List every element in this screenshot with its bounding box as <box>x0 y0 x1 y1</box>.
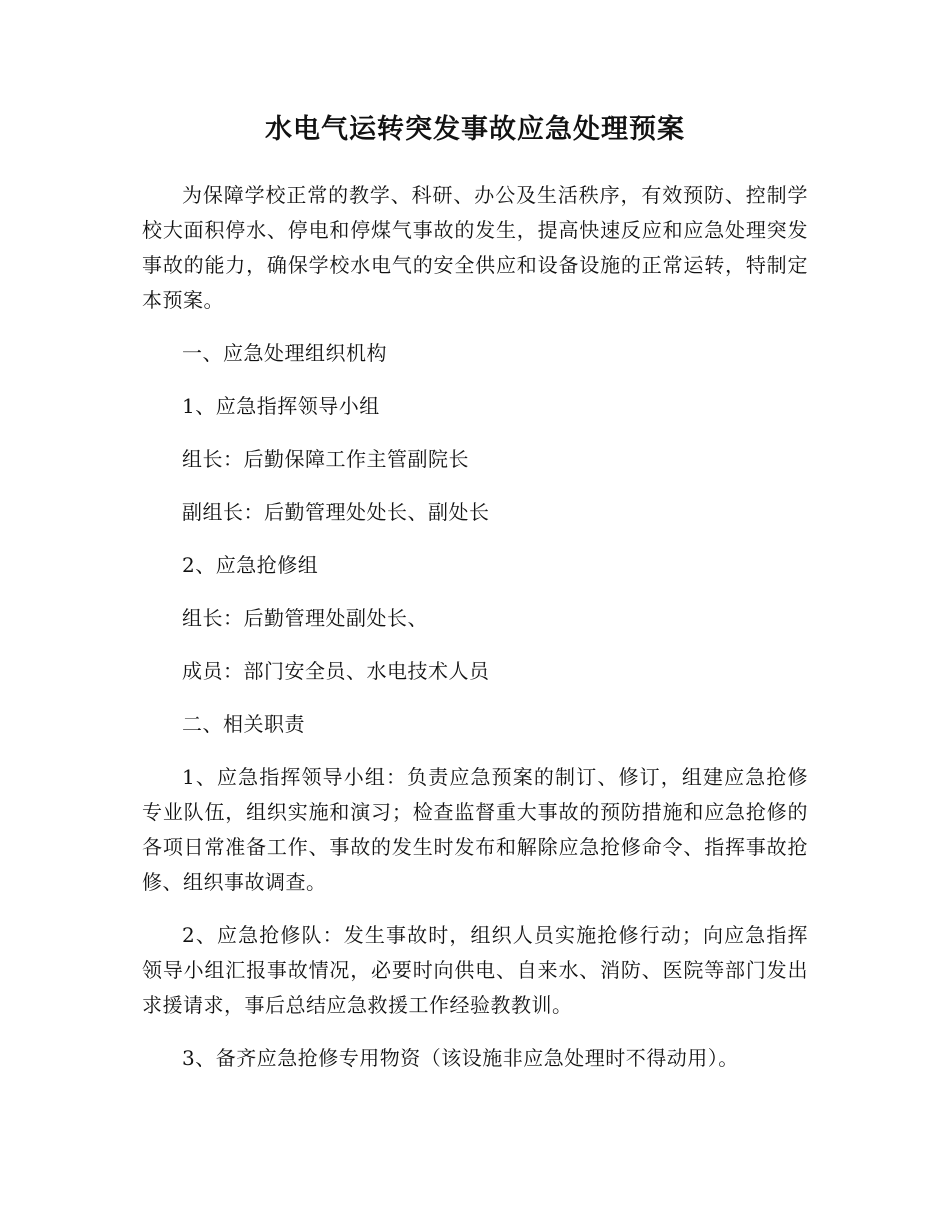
document-title: 水电气运转突发事故应急处理预案 <box>265 114 685 145</box>
duty-repair-team: 2、应急抢修队：发生事故时，组织人员实施抢修行动；向应急指挥领导小组汇报事故情况，必要时向供电、自来水、消防、医院等部门发出求援请求，事后总结应急救援工作经验教教训。 <box>142 923 808 1017</box>
intro-paragraph: 为保障学校正常的教学、科研、办公及生活秩序，有效预防、控制学校大面积停水、停电和停煤气事故的发生，提高快速反应和应急处理突发事故的能力，确保学校水电气的安全供应和设备设施的正常运转，特制定本预案。 <box>142 183 808 312</box>
section-heading-organization: 一、应急处理组织机构 <box>182 341 387 365</box>
command-group-leader: 组长：后勤保障工作主管副院长 <box>182 447 469 471</box>
duty-supplies: 3、备齐应急抢修专用物资（该设施非应急处理时不得动用）。 <box>182 1046 739 1070</box>
subsection-command-group: 1、应急指挥领导小组 <box>182 394 380 418</box>
subsection-repair-group: 2、应急抢修组 <box>182 553 319 577</box>
command-group-deputy: 副组长：后勤管理处处长、副处长 <box>182 500 490 524</box>
duty-command-group: 1、应急指挥领导小组：负责应急预案的制订、修订，组建应急抢修专业队伍，组织实施和演习；检查监督重大事故的预防措施和应急抢修的各项日常准备工作、事故的发生时发布和解除应急抢修命令、指挥事故抢修、组织事故调查。 <box>142 765 808 894</box>
repair-group-members: 成员：部门安全员、水电技术人员 <box>182 659 490 683</box>
repair-group-leader: 组长：后勤管理处副处长、 <box>182 606 428 630</box>
section-heading-duties: 二、相关职责 <box>182 712 305 736</box>
